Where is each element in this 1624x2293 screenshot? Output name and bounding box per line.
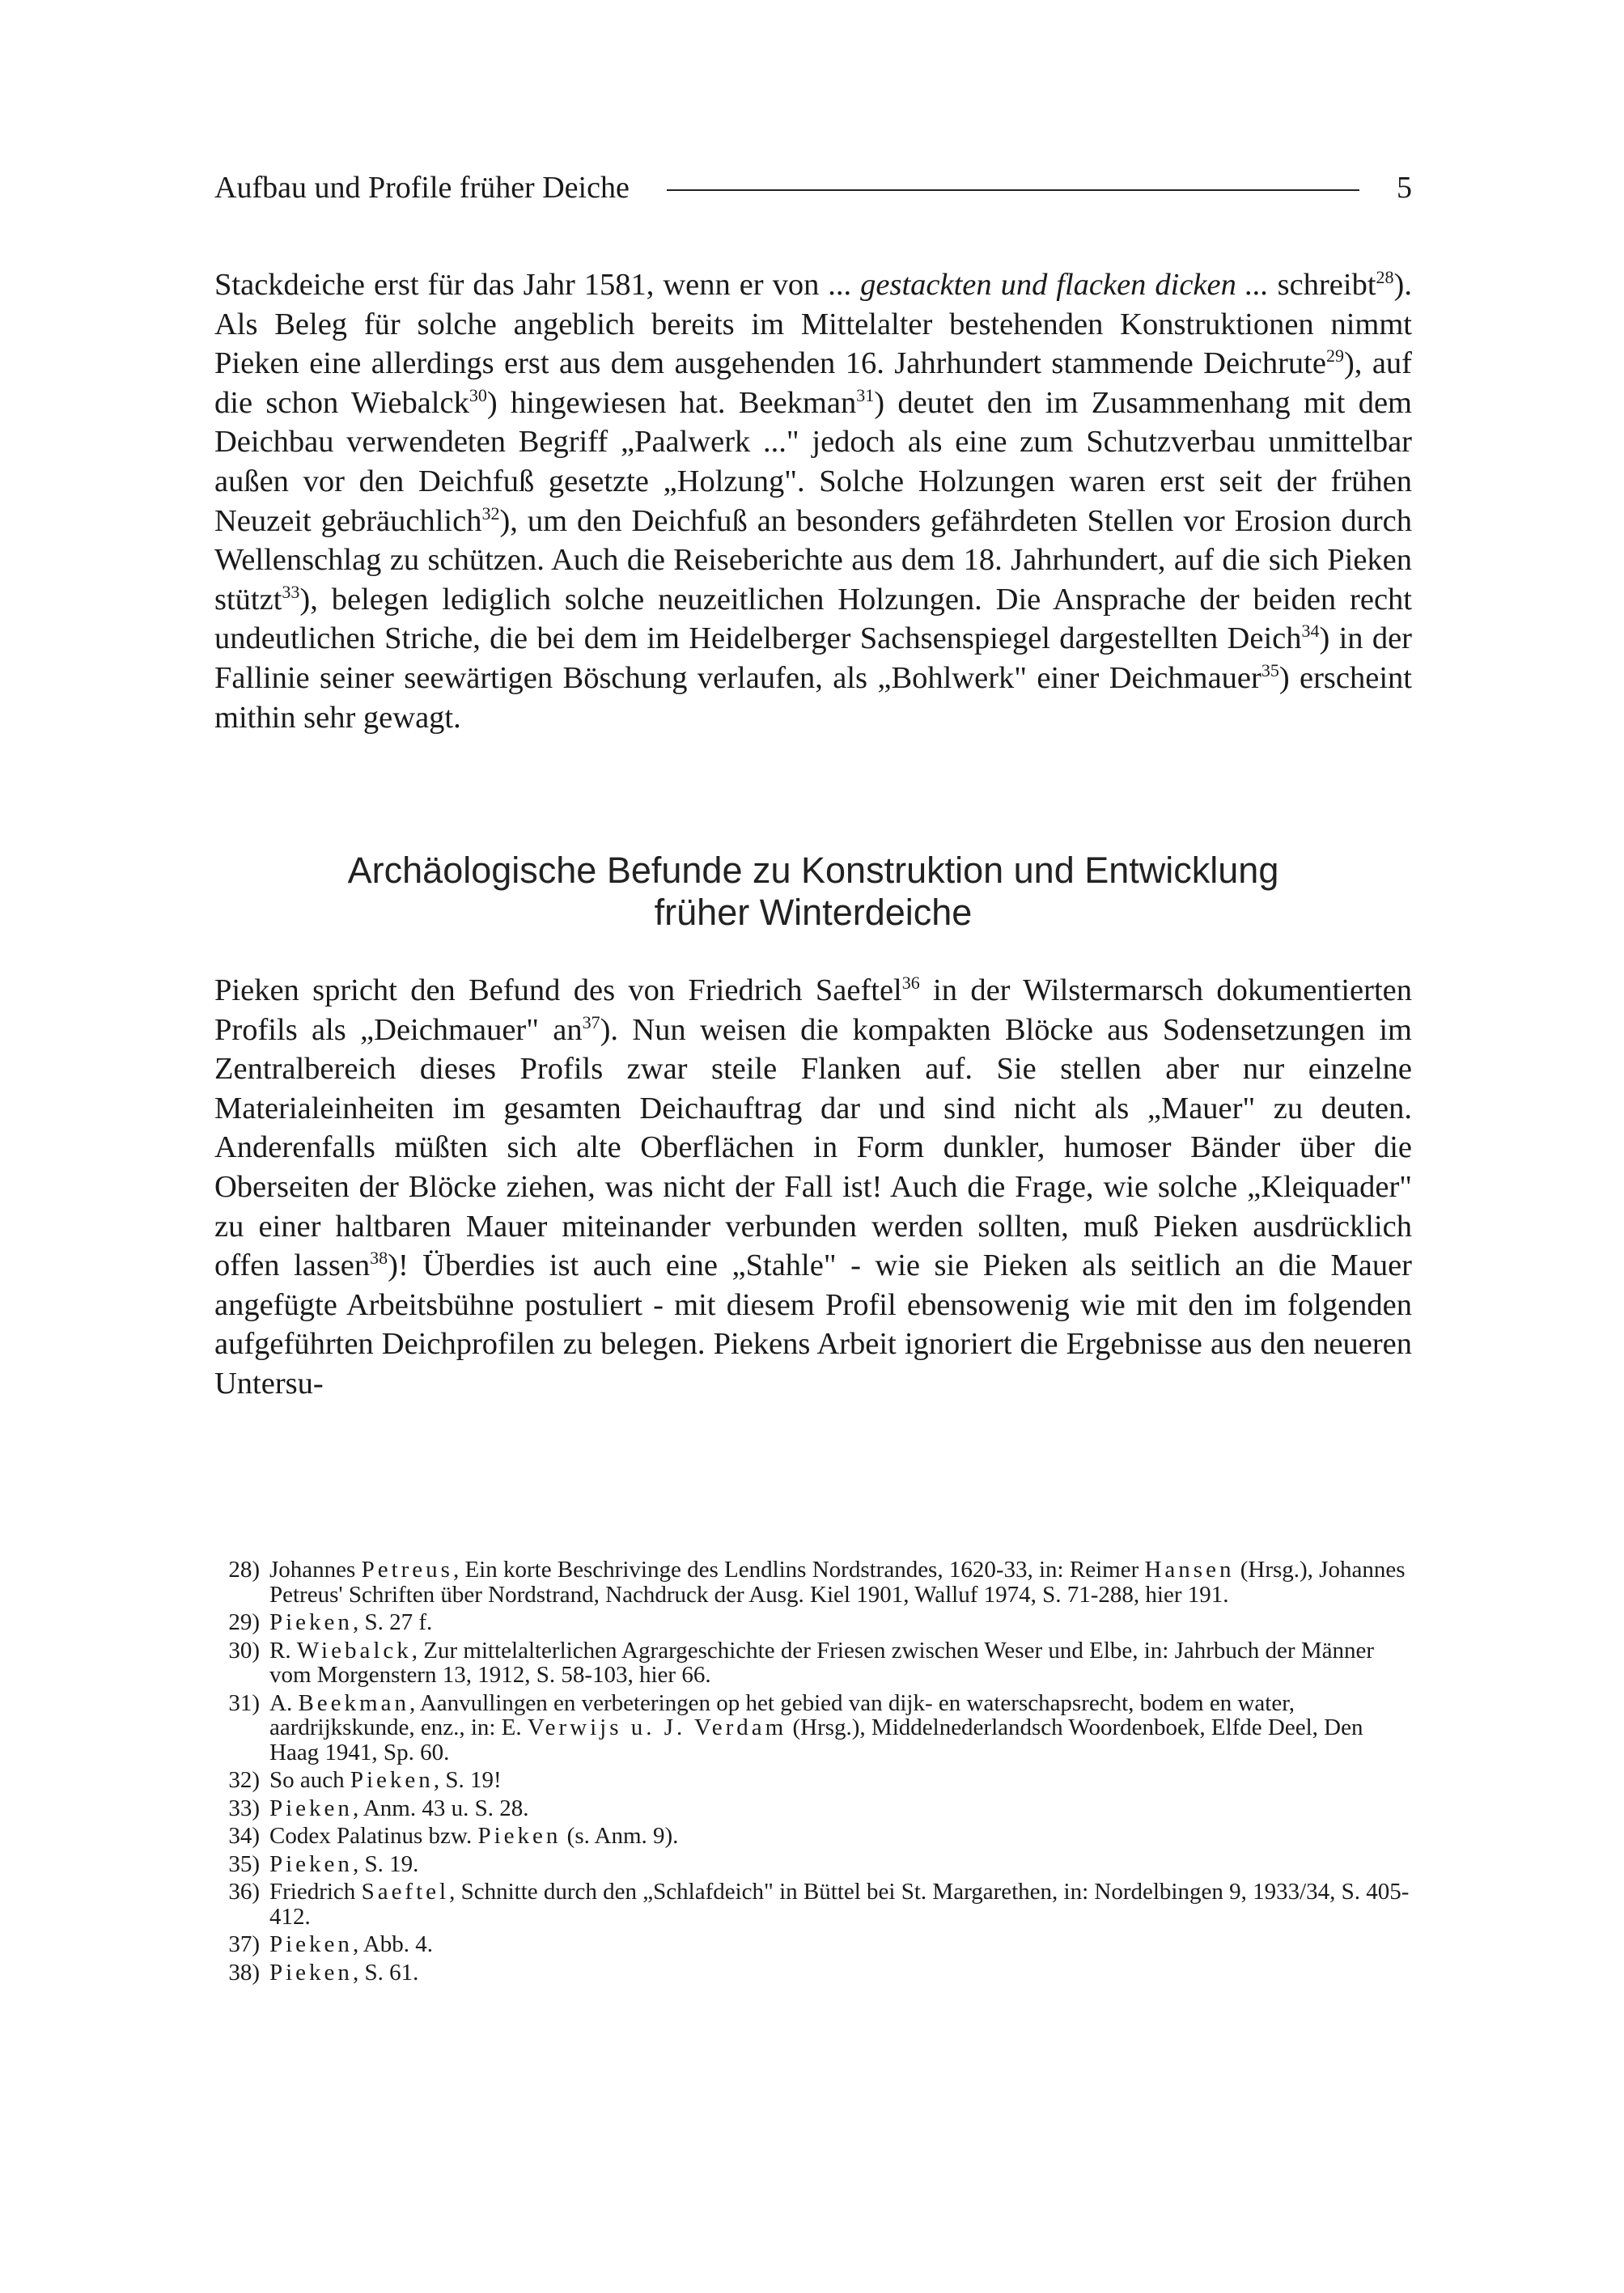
footnote-text: [269, 1638, 1412, 1688]
author-name: Petreus: [361, 1557, 453, 1583]
footnote-ref-31: 31: [856, 384, 875, 405]
footnote-text: [269, 1960, 1412, 1986]
footnote-number: 38): [228, 1959, 260, 1986]
paragraph-2: [214, 971, 1412, 1404]
italic-quote: gestackten und flacken dicken ...: [860, 268, 1269, 302]
footnote-33: [214, 1796, 1412, 1821]
header-rule: [667, 189, 1359, 191]
paragraph-1-text: [214, 265, 1412, 737]
footnote-ref-32: 32: [481, 502, 500, 523]
page-number: 5: [1397, 171, 1412, 205]
footnote-28: [214, 1558, 1412, 1607]
running-header: [214, 167, 1412, 209]
footnote-ref-37: 37: [582, 1011, 600, 1032]
text-run: , Schnitte durch den „Schlafdeich" in Büttel bei St. Margarethen, in: Nordelbingen 9, 1933/34, S. 405-412.: [269, 1879, 1410, 1930]
footnote-37: [214, 1932, 1412, 1957]
text-run: , S. 19.: [352, 1850, 419, 1877]
running-title: Aufbau und Profile früher Deiche: [214, 171, 630, 205]
footnote-number: 32): [228, 1767, 260, 1793]
footnote-text: [269, 1558, 1412, 1607]
text-run: So auch: [269, 1767, 350, 1793]
footnote-text: [269, 1852, 1412, 1877]
footnote-number: 29): [228, 1609, 260, 1635]
text-run: Stackdeiche erst für das Jahr 1581, wenn er von ...: [214, 268, 861, 302]
text-run: , S. 27 f.: [352, 1609, 433, 1635]
author-name: Pieken: [269, 1609, 353, 1635]
footnote-34: [214, 1824, 1412, 1849]
footnote-31: [214, 1691, 1412, 1765]
text-run: Friedrich: [269, 1879, 362, 1905]
text-run: ), um den Deichfuß an besonders gefährdeten Stellen vor Erosion durch Wellenschlag zu schützen. Auch die Reiseberichte aus dem 18. Jahrhundert, auf die sich Pieken stützt: [214, 503, 1412, 617]
text-run: schreibt: [1268, 268, 1376, 302]
footnote-ref-34: 34: [1301, 621, 1320, 642]
author-name: Pieken: [269, 1795, 353, 1821]
footnote-32: [214, 1768, 1412, 1793]
text-run: , S. 61.: [352, 1959, 419, 1986]
text-run: , Anm. 43 u. S. 28.: [352, 1795, 529, 1821]
text-run: (Hrsg.), Johannes Petreus' Schriften über Nordstrand, Nachdruck der Ausg. Kiel 1901, Walluf 1974, S. 71-288, hier 191.: [269, 1557, 1406, 1608]
footnote-ref-28: 28: [1376, 267, 1394, 288]
footnotes: [214, 1558, 1412, 1988]
text-run: ), belegen lediglich solche neuzeitlichen Holzungen. Die Ansprache der beiden recht undeutlichen Striche, die bei dem im Heidelberger Sachsenspiegel dargestellten Deich: [214, 582, 1412, 656]
footnote-29: [214, 1610, 1412, 1635]
text-run: in der Wilstermarsch dokumentierten Profils als „Deichmauer" an: [214, 973, 1412, 1047]
footnote-number: 28): [228, 1557, 260, 1583]
footnote-ref-29: 29: [1325, 345, 1344, 367]
footnote-text: [269, 1880, 1412, 1929]
footnote-ref-30: 30: [469, 384, 487, 405]
text-run: Codex Palatinus bzw.: [269, 1823, 478, 1849]
footnote-number: 36): [228, 1879, 260, 1905]
footnote-number: 37): [228, 1931, 260, 1957]
text-run: ) deutet den im Zusammenhang mit dem Deichbau verwendeten Begriff „Paalwerk ..." jedoch als eine zum Schutzverbau unmittelbar außen vor den Deichfuß gesetzte „Holzung". Solche Holzungen waren erst seit der frühen Neuzeit gebräuchlich: [214, 385, 1412, 538]
footnote-ref-35: 35: [1261, 660, 1279, 681]
footnote-text: [269, 1932, 1412, 1957]
text-run: ). Nun weisen die kompakten Blöcke aus Sodensetzungen im Zentralbereich dieses Profils zwar steile Flanken auf. Sie stellen aber nur einzelne Materialeinheiten im gesamten Deichauftrag dar und sind nicht als „Mauer" zu deuten. Anderenfalls müßten sich alte Oberflächen in Form dunkler, humoser Bänder über die Oberseiten der Blöcke ziehen, was nicht der Fall ist! Auch die Frage, wie solche „Kleiquader" zu einer haltbaren Mauer miteinander verbunden werden sollten, muß Pieken ausdrücklich offen lassen: [214, 1012, 1412, 1283]
footnote-35: [214, 1852, 1412, 1877]
text-run: (s. Anm. 9).: [561, 1823, 679, 1849]
text-run: A.: [269, 1689, 299, 1716]
author-name: Pieken: [350, 1767, 434, 1793]
text-run: , Abb. 4.: [352, 1931, 434, 1957]
footnote-text: [269, 1768, 1412, 1793]
footnote-number: 31): [228, 1689, 260, 1716]
author-name: Hansen: [1144, 1557, 1235, 1583]
text-run: )! Überdies ist auch eine „Stahle" - wie sie Pieken als seitlich an die Mauer angefügte Arbeitsbühne postuliert - mit diesem Profil ebensowenig wie mit den im folgenden aufgeführten Deichprofilen zu belegen. Piekens Arbeit ignoriert die Ergebnisse aus den neueren Untersu-: [214, 1248, 1412, 1401]
text-run: , Aanvullingen en verbeteringen op het gebied van dijk- en waterschapsrecht, bodem en water, aardrijkskunde, enz., in: E.: [269, 1689, 1295, 1740]
footnote-36: [214, 1880, 1412, 1929]
text-run: ), auf die schon Wiebalck: [214, 346, 1412, 420]
text-run: (Hrsg.), Middelnederlandsch Woordenboek, Elfde Deel, Den Haag 1941, Sp. 60.: [269, 1714, 1363, 1765]
section-heading: [214, 850, 1412, 934]
footnote-text: [269, 1824, 1412, 1849]
text-run: ) erscheint mithin sehr gewagt.: [214, 660, 1412, 735]
footnote-ref-33: 33: [282, 581, 300, 602]
paragraph-1: [214, 265, 1412, 737]
author-name: Saeftel: [361, 1879, 450, 1905]
footnote-38: [214, 1960, 1412, 1986]
paragraph-2-text: [214, 971, 1412, 1404]
author-name: Pieken: [269, 1959, 353, 1986]
author-name: Verwijs u. J. Verdam: [527, 1714, 787, 1740]
footnote-text: [269, 1610, 1412, 1635]
text-run: , Zur mittelalterlichen Agrargeschichte der Friesen zwischen Weser und Elbe, in: Jahrbuch der Männer vom Morgenstern 13, 1912, S. 58-103, hier 66.: [269, 1637, 1375, 1688]
author-name: Pieken: [269, 1931, 353, 1957]
text-run: , S. 19!: [433, 1767, 502, 1793]
text-run: R.: [269, 1637, 297, 1664]
footnote-number: 35): [228, 1850, 260, 1877]
author-name: Wiebalck: [296, 1637, 412, 1664]
text-run: Pieken spricht den Befund des von Friedrich Saeftel: [214, 973, 902, 1007]
text-run: ) hingewiesen hat. Beekman: [486, 385, 857, 420]
text-run: Johannes: [269, 1557, 362, 1583]
footnote-text: [269, 1796, 1412, 1821]
footnote-ref-38: 38: [370, 1248, 388, 1269]
footnote-ref-36: 36: [901, 973, 920, 994]
author-name: Pieken: [269, 1850, 353, 1877]
footnote-text: [269, 1691, 1412, 1765]
footnote-number: 30): [228, 1637, 260, 1664]
section-heading-line-1: Archäologische Befunde zu Konstruktion und Entwicklung: [347, 850, 1279, 891]
footnote-number: 34): [228, 1823, 260, 1849]
section-heading-line-2: früher Winterdeiche: [654, 892, 973, 933]
text-run: , Ein korte Beschrivinge des Lendlins Nordstrandes, 1620-33, in: Reimer: [452, 1557, 1145, 1583]
text-run: ). Als Beleg für solche angeblich bereits im Mittelalter bestehenden Konstruktionen nimmt Pieken eine allerdings erst aus dem ausgehenden 16. Jahrhundert stammende Deichrute: [214, 268, 1412, 381]
author-name: Beekman: [298, 1689, 409, 1716]
author-name: Pieken: [477, 1823, 562, 1849]
footnote-30: [214, 1638, 1412, 1688]
text-run: ) in der Fallinie seiner seewärtigen Böschung verlaufen, als „Bohlwerk" einer Deichmauer: [214, 621, 1412, 695]
footnote-number: 33): [228, 1795, 260, 1821]
